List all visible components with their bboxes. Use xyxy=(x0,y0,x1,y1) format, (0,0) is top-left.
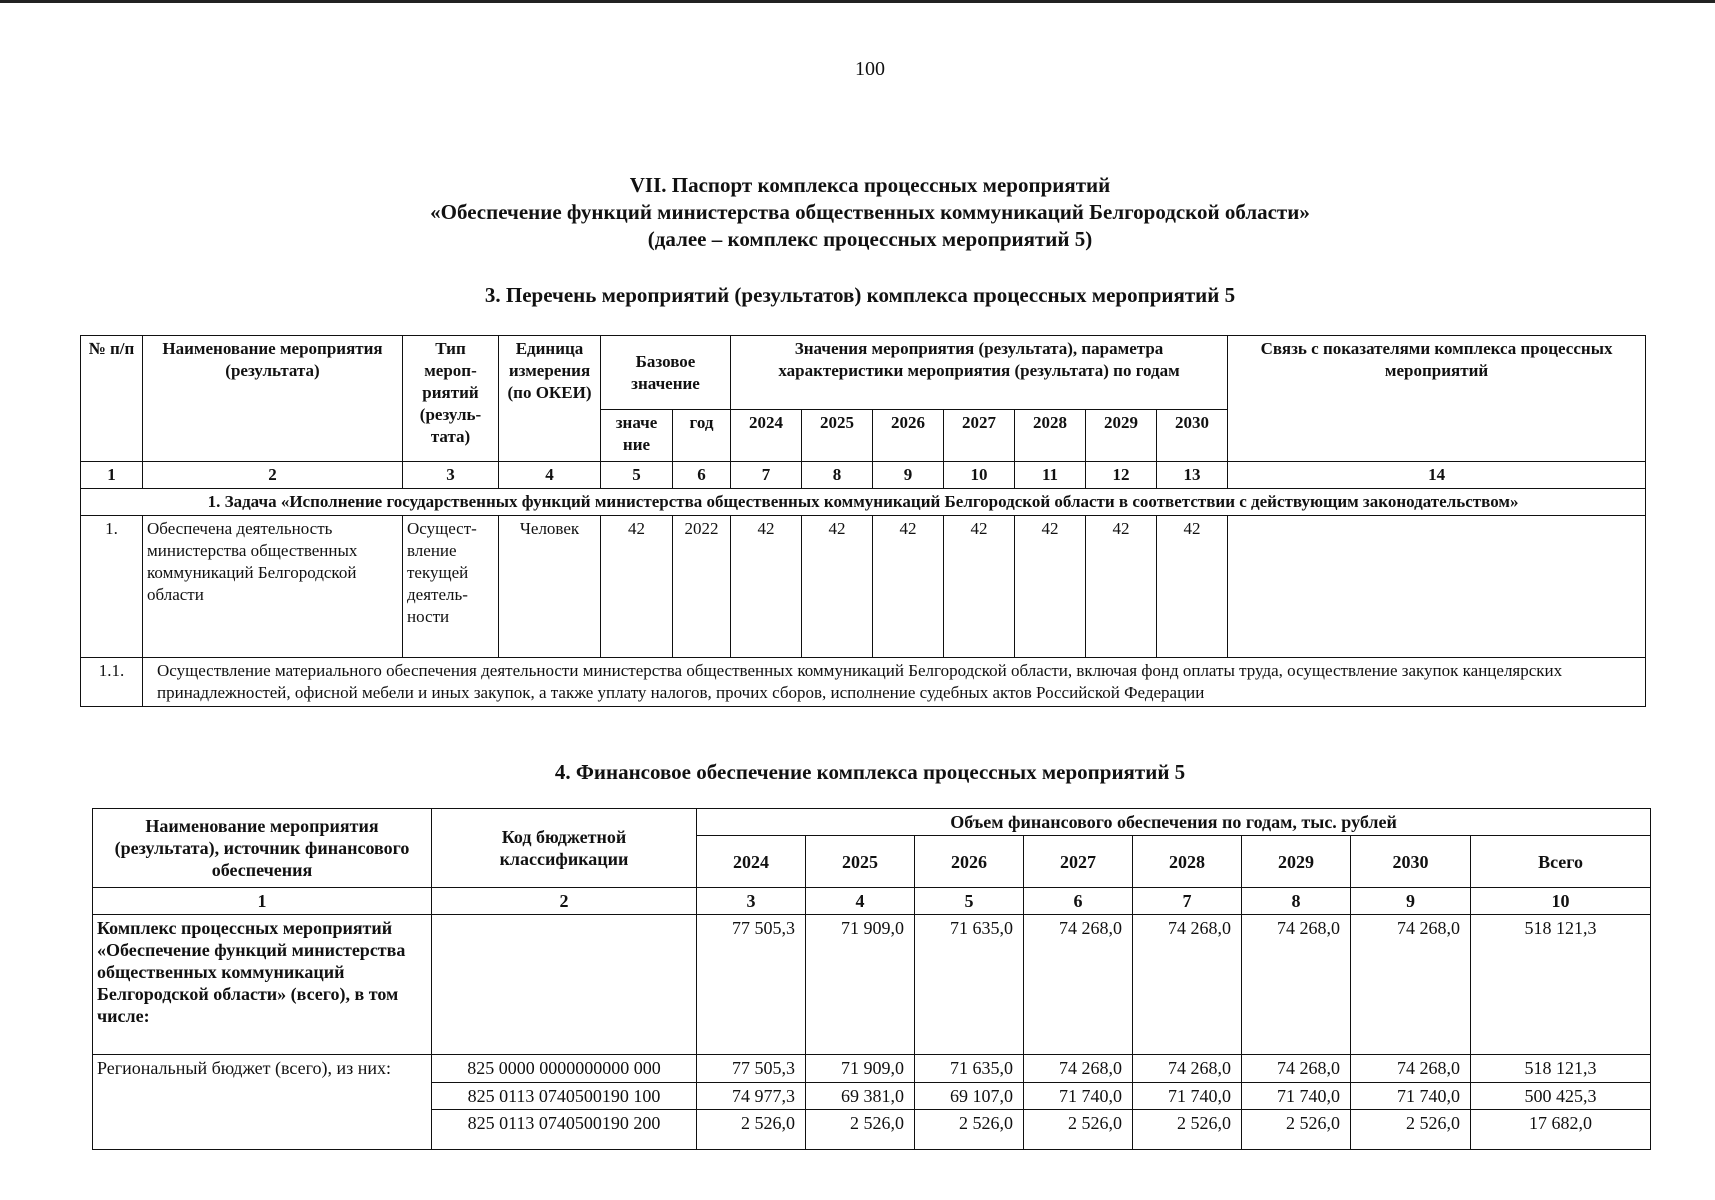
top-edge-line xyxy=(0,0,1715,3)
header-base: Базовое значение xyxy=(601,336,731,410)
fin-header-year: 2030 xyxy=(1351,836,1471,888)
row-value: 42 xyxy=(944,516,1015,658)
complex-value: 74 268,0 xyxy=(1242,915,1351,1055)
row-link xyxy=(1228,516,1646,658)
regional-value: 2 526,0 xyxy=(806,1110,915,1150)
regional-value: 2 526,0 xyxy=(1242,1110,1351,1150)
activities-table xyxy=(80,335,1646,707)
col-number: 7 xyxy=(1133,888,1242,915)
complex-value: 74 268,0 xyxy=(1351,915,1471,1055)
col-number: 13 xyxy=(1157,462,1228,489)
col-number: 9 xyxy=(1351,888,1471,915)
page-title xyxy=(0,172,1715,253)
fin-column-number-row xyxy=(93,888,1651,915)
header-link: Связь с показателями комплекса процессных мероприятий xyxy=(1228,336,1646,462)
table-row xyxy=(93,915,1651,1055)
fin-header-year: 2029 xyxy=(1242,836,1351,888)
regional-value: 74 268,0 xyxy=(1351,1055,1471,1083)
row-num: 1. xyxy=(81,516,143,658)
col-number: 9 xyxy=(873,462,944,489)
regional-value: 2 526,0 xyxy=(1133,1110,1242,1150)
header-year: 2029 xyxy=(1086,410,1157,462)
complex-value: 71 635,0 xyxy=(915,915,1024,1055)
header-num: № п/п xyxy=(81,336,143,462)
regional-total: 518 121,3 xyxy=(1471,1055,1651,1083)
complex-code xyxy=(432,915,697,1055)
title-line-1: VII. Паспорт комплекса процессных мероприятий xyxy=(629,173,1111,197)
regional-code: 825 0113 0740500190 100 xyxy=(432,1082,697,1110)
complex-value: 71 909,0 xyxy=(806,915,915,1055)
row-value: 42 xyxy=(1086,516,1157,658)
header-year: 2024 xyxy=(731,410,802,462)
row-base-value: 42 xyxy=(601,516,673,658)
regional-value: 74 977,3 xyxy=(697,1082,806,1110)
fin-header-code: Код бюджетной классификации xyxy=(432,809,697,888)
regional-value: 69 381,0 xyxy=(806,1082,915,1110)
header-year: 2027 xyxy=(944,410,1015,462)
col-number: 1 xyxy=(81,462,143,489)
col-number: 14 xyxy=(1228,462,1646,489)
fin-header-volume: Объем финансового обеспечения по годам, тыс. рублей xyxy=(697,809,1651,836)
subrow-text: Осуществление материального обеспечения деятельности министерства общественных коммуникаций Белгородской области, включая фонд оплаты труда, осуществление закупок канцелярских принадлежностей, офисной мебели и иных закупок, а также уплату налогов, прочих сборов, исполнение судебных актов Российской Федерации xyxy=(143,658,1646,707)
table-row xyxy=(81,658,1646,707)
title-line-3: (далее – комплекс процессных мероприятий 5) xyxy=(647,227,1093,251)
row-value: 42 xyxy=(802,516,873,658)
fin-header-year: 2026 xyxy=(915,836,1024,888)
regional-code: 825 0000 0000000000 000 xyxy=(432,1055,697,1083)
row-value: 42 xyxy=(1157,516,1228,658)
regional-value: 74 268,0 xyxy=(1242,1055,1351,1083)
col-number: 4 xyxy=(806,888,915,915)
header-base-year: год xyxy=(673,410,731,462)
fin-header-total: Всего xyxy=(1471,836,1651,888)
regional-value: 71 740,0 xyxy=(1351,1082,1471,1110)
col-number: 6 xyxy=(673,462,731,489)
col-number: 8 xyxy=(802,462,873,489)
regional-total: 500 425,3 xyxy=(1471,1082,1651,1110)
regional-value: 2 526,0 xyxy=(1351,1110,1471,1150)
complex-value: 74 268,0 xyxy=(1133,915,1242,1055)
regional-value: 69 107,0 xyxy=(915,1082,1024,1110)
regional-code: 825 0113 0740500190 200 xyxy=(432,1110,697,1150)
col-number: 3 xyxy=(403,462,499,489)
page-number: 100 xyxy=(855,58,885,80)
col-number: 8 xyxy=(1242,888,1351,915)
table-row xyxy=(81,516,1646,658)
regional-value: 71 740,0 xyxy=(1024,1082,1133,1110)
col-number: 5 xyxy=(601,462,673,489)
header-unit: Единица измерения (по ОКЕИ) xyxy=(499,336,601,462)
fin-header-year: 2028 xyxy=(1133,836,1242,888)
regional-value: 74 268,0 xyxy=(1133,1055,1242,1083)
task-row: 1. Задача «Исполнение государственных функций министерства общественных коммуникаций Белгородской области в соответствии с действующим законодательством» xyxy=(81,489,1646,516)
regional-value: 2 526,0 xyxy=(697,1110,806,1150)
col-number: 10 xyxy=(1471,888,1651,915)
col-number: 10 xyxy=(944,462,1015,489)
row-name: Обеспечена деятельность министерства общественных коммуникаций Белгородской области xyxy=(143,516,403,658)
complex-value: 74 268,0 xyxy=(1024,915,1133,1055)
col-number: 4 xyxy=(499,462,601,489)
regional-value: 71 635,0 xyxy=(915,1055,1024,1083)
regional-value: 77 505,3 xyxy=(697,1055,806,1083)
regional-value: 2 526,0 xyxy=(1024,1110,1133,1150)
col-number: 2 xyxy=(143,462,403,489)
header-type: Тип мероп-риятий (резуль-тата) xyxy=(403,336,499,462)
column-number-row xyxy=(81,462,1646,489)
row-type: Осущест-вление текущей деятель-ности xyxy=(403,516,499,658)
col-number: 5 xyxy=(915,888,1024,915)
row-value: 42 xyxy=(731,516,802,658)
fin-header-name: Наименование мероприятия (результата), источник финансового обеспечения xyxy=(93,809,432,888)
section-4-heading: 4. Финансовое обеспечение комплекса процессных мероприятий 5 xyxy=(554,760,1186,784)
regional-value: 71 909,0 xyxy=(806,1055,915,1083)
financing-table xyxy=(92,808,1651,1150)
col-number: 6 xyxy=(1024,888,1133,915)
row-unit: Человек xyxy=(499,516,601,658)
regional-name: Региональный бюджет (всего), из них: xyxy=(93,1055,432,1150)
header-base-value: значе ние xyxy=(601,410,673,462)
col-number: 3 xyxy=(697,888,806,915)
col-number: 1 xyxy=(93,888,432,915)
fin-header-year: 2025 xyxy=(806,836,915,888)
row-value: 42 xyxy=(1015,516,1086,658)
header-year: 2028 xyxy=(1015,410,1086,462)
subrow-num: 1.1. xyxy=(81,658,143,707)
header-name: Наименование мероприятия (результата) xyxy=(143,336,403,462)
header-year: 2025 xyxy=(802,410,873,462)
fin-header-year: 2024 xyxy=(697,836,806,888)
fin-header-year: 2027 xyxy=(1024,836,1133,888)
regional-total: 17 682,0 xyxy=(1471,1110,1651,1150)
row-base-year: 2022 xyxy=(673,516,731,658)
regional-value: 71 740,0 xyxy=(1133,1082,1242,1110)
title-line-2: «Обеспечение функций министерства общественных коммуникаций Белгородской области» xyxy=(430,200,1310,224)
row-value: 42 xyxy=(873,516,944,658)
table-row xyxy=(93,1055,1651,1083)
regional-value: 71 740,0 xyxy=(1242,1082,1351,1110)
col-number: 7 xyxy=(731,462,802,489)
header-year: 2026 xyxy=(873,410,944,462)
regional-value: 74 268,0 xyxy=(1024,1055,1133,1083)
complex-name: Комплекс процессных мероприятий «Обеспечение функций министерства общественных коммуникаций Белгородской области» (всего), в том числе: xyxy=(93,915,432,1055)
section-3-heading: 3. Перечень мероприятий (результатов) комплекса процессных мероприятий 5 xyxy=(484,283,1236,307)
header-values: Значения мероприятия (результата), параметра характеристики мероприятия (результата) по годам xyxy=(731,336,1228,410)
complex-total: 518 121,3 xyxy=(1471,915,1651,1055)
complex-value: 77 505,3 xyxy=(697,915,806,1055)
col-number: 11 xyxy=(1015,462,1086,489)
header-year: 2030 xyxy=(1157,410,1228,462)
col-number: 2 xyxy=(432,888,697,915)
regional-value: 2 526,0 xyxy=(915,1110,1024,1150)
col-number: 12 xyxy=(1086,462,1157,489)
